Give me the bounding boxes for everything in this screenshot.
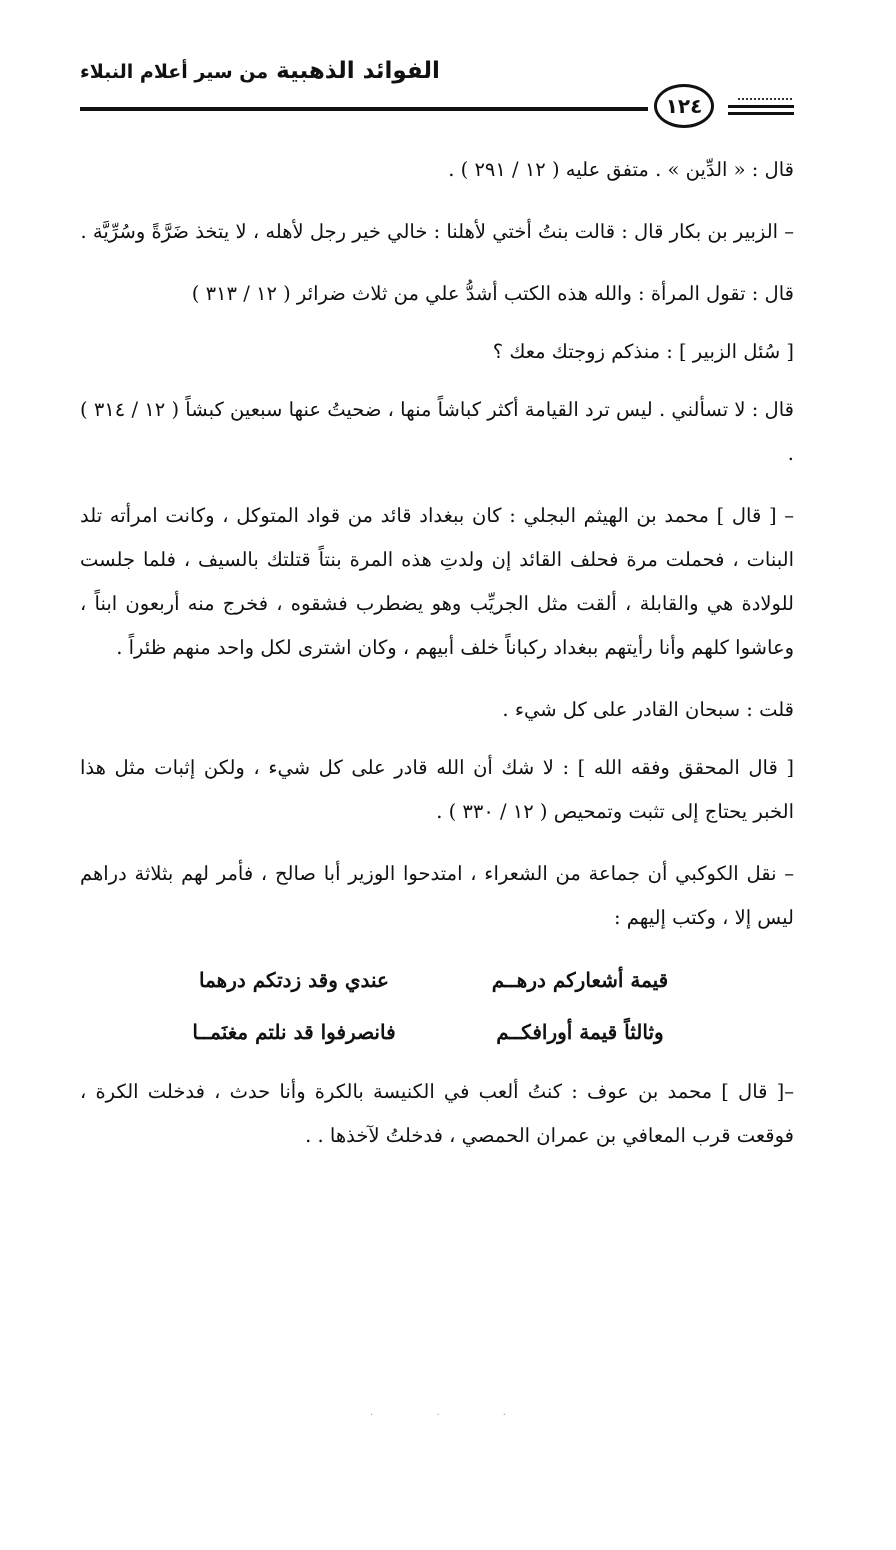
paragraph-closing: –[ قال ] محمد بن عوف : كنتُ ألعب في الكنيسة بالكرة وأنا حدث ، فدخلت الكرة ، فوقعت قرب المعافي بن عمران الحمصي ، فدخلتُ لآخذها . . bbox=[80, 1080, 794, 1147]
paragraph-4: [ سُئل الزبير ] : منذكم زوجتك معك ؟ bbox=[492, 340, 794, 363]
header-title-rest: من سير أعلام النبلاء bbox=[80, 61, 269, 83]
running-header-title bbox=[80, 58, 460, 84]
poem-verse-2-second-hemistich: فانصرفوا قد نلتم مغنَمــا bbox=[192, 1020, 396, 1044]
paragraph-1: قال : « الدِّين » . متفق عليه ( ١٢ / ٢٩١ ) . bbox=[448, 158, 794, 181]
paragraph-5: قال : لا تسألني . ليس ترد القيامة أكثر كباشاً منها ، ضحيتُ عنها سبعين كبشاً ( ١٢ / ٣١٤ ) . bbox=[80, 398, 794, 465]
page-number: ١٢٤ bbox=[665, 94, 703, 118]
poem bbox=[80, 954, 794, 1058]
paragraph-8: [ قال المحقق وفقه الله ] : لا شك أن الله قادر على كل شيء ، ولكن إثبات مثل هذا الخبر يحتاج إلى تثبت وتمحيص ( ١٢ / ٣٣٠ ) . bbox=[80, 756, 794, 823]
paragraph-7: قلت : سبحان القادر على كل شيء . bbox=[502, 698, 794, 721]
header-rule-right-bottom bbox=[728, 112, 794, 115]
paragraph-3: قال : تقول المرأة : والله هذه الكتب أشدُّ علي من ثلاث ضرائر ( ١٢ / ٣١٣ ) bbox=[191, 282, 794, 305]
page-number-badge bbox=[654, 84, 714, 128]
poem-verse-2-first-hemistich: وثالثاً قيمة أورافكــم bbox=[496, 1020, 664, 1044]
header-rule-right-top bbox=[728, 105, 794, 108]
page-body bbox=[80, 148, 794, 1176]
paragraph-9: – نقل الكوكبي أن جماعة من الشعراء ، امتدحوا الوزير أبا صالح ، فأمر لهم بثلاثة دراهم ليس إلا ، وكتب إليهم : bbox=[80, 862, 794, 929]
paragraph-2: – الزبير بن بكار قال : قالت بنتُ أختي لأهلنا : خالي خير رجل لأهله ، لا يتخذ ضَرَّةً وسُرِّيَّة . bbox=[80, 220, 794, 243]
header-rule-left bbox=[80, 107, 648, 111]
poem-verse-1 bbox=[80, 954, 794, 1006]
poem-verse-2 bbox=[80, 1006, 794, 1058]
header-title-main: الفوائد الذهبية bbox=[276, 58, 440, 84]
poem-verse-1-second-hemistich: عندي وقد زدتكم درهما bbox=[199, 968, 389, 992]
scan-speckles: · · · bbox=[370, 1410, 536, 1421]
header-rule-dotted bbox=[738, 98, 792, 102]
poem-verse-1-first-hemistich: قيمة أشعاركم درهــم bbox=[491, 968, 669, 992]
paragraph-6: – [ قال ] محمد بن الهيثم البجلي : كان ببغداد قائد من قواد المتوكل ، وكانت امرأته تلد البنات ، فحملت مرة فحلف القائد إن ولدتِ هذه المرة بنتاً قتلتك بالسيف ، فلما جلست للولادة هي والقابلة ، ألقت مثل الجريِّب وهو يضطرب فشقوه ، فخرج منه أربعون ابناً ، وعاشوا كلهم وأنا رأيتهم ببغداد ركباناً خلف أبيهم ، وكان اشترى لكل واحد منهم ظئراً . bbox=[80, 504, 794, 659]
